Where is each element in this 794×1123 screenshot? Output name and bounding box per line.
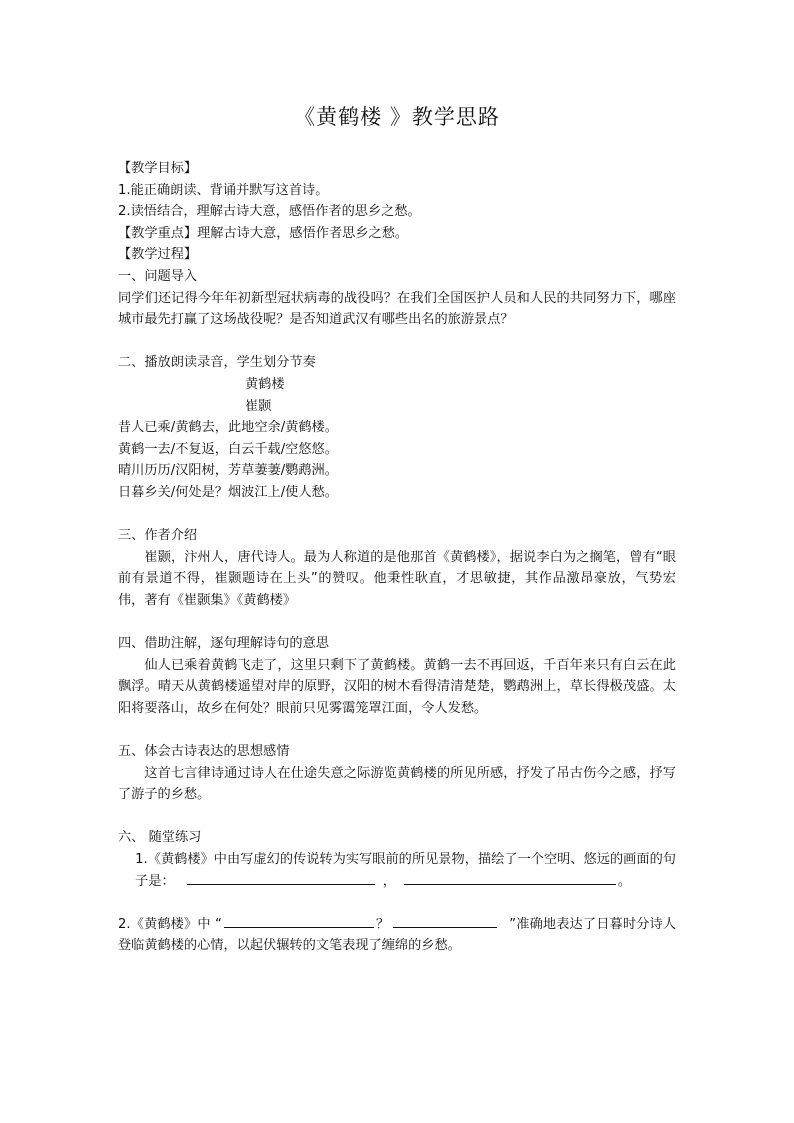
answer-blank-4[interactable] — [393, 926, 497, 928]
goal-1: 1.能正确朗读、背诵并默写这首诗。 — [118, 182, 329, 198]
exercise-1-text: 1.《黄鹤楼》中由写虚幻的传说转为实写眼前的所见景物，描绘了一个空明、悠远的画面的句子是： — [135, 852, 676, 889]
section-2-heading: 二、播放朗读录音，学生划分节奏 — [118, 355, 316, 371]
poem-title: 黄鹤楼 — [245, 376, 285, 392]
poem-author: 崔颢 — [245, 398, 272, 414]
page-title: 《黄鹤楼 》教学思路 — [294, 105, 500, 129]
key-point: 【教学重点】理解古诗大意，感悟作者思乡之愁。 — [118, 225, 409, 241]
poem-line-2: 黄鹤一去/不复返，白云千载/空悠悠。 — [118, 441, 338, 457]
poem-line-1: 昔人已乘/黄鹤去，此地空余/黄鹤楼。 — [118, 420, 338, 436]
process-header: 【教学过程】 — [118, 247, 198, 263]
exercise-1-separator: ， — [382, 873, 396, 889]
exercise-1-end: 。 — [617, 873, 632, 889]
answer-blank-3[interactable] — [224, 926, 374, 928]
section-4-text: 仙人已乘着黄鹤飞走了，这里只剩下了黄鹤楼。黄鹤一去不再回返，千百年来只有白云在此飘浮。晴天从黄鹤楼遥望对岸的原野，汉阳的树木看得清清楚楚，鹦鹉洲上，草长得极茂盛。太阳将要落山，故乡在何处？眼前只见雾霭笼罩江面，令人发愁。 — [118, 657, 676, 716]
section-5-heading: 五、体会古诗表达的思想感情 — [118, 744, 290, 760]
exercise-2-start: 2.《黄鹤楼》中 “ — [118, 916, 222, 932]
section-5-text: 这首七言律诗通过诗人在仕途失意之际游览黄鹤楼的所见所感，抒发了吊古伤今之感，抒写了游子的乡愁。 — [118, 765, 676, 803]
document-body — [118, 158, 676, 957]
section-6-heading: 六、 随堂练习 — [118, 830, 202, 846]
section-1-text: 同学们还记得今年年初新型冠状病毒的战役吗？在我们全国医护人员和人民的共同努力下，哪座城市最先打赢了这场战役呢？是否知道武汉有哪些出名的旅游景点？ — [118, 290, 676, 328]
answer-blank-1[interactable] — [187, 883, 375, 885]
section-3-heading: 三、作者介绍 — [118, 528, 198, 544]
section-4-heading: 四、借助注解，逐句理解诗句的意思 — [118, 636, 329, 652]
exercise-2-mid: ？ — [375, 916, 390, 932]
exercise-2 — [118, 914, 676, 957]
goals-header: 【教学目标】 — [118, 161, 198, 176]
answer-blank-2[interactable] — [404, 883, 616, 885]
exercise-1 — [118, 849, 676, 892]
section-3-text: 崔颢，汴州人，唐代诗人。最为人称道的是他那首《黄鹤楼》，据说李白为之搁笔，曾有“眼前有景道不得，崔颢题诗在上头”的赞叹。他秉性耿直，才思敏捷，其作品激昂豪放，气势宏伟，著有《崔颢集》《黄鹤楼》 — [118, 549, 676, 608]
section-1-heading: 一、问题导入 — [118, 268, 198, 284]
poem-line-4: 日暮乡关/何处是？烟波江上/使人愁。 — [118, 484, 338, 500]
exercise-2-end: ”准确地表达了日暮时分诗人登临黄鹤楼的心情，以起伏辗转的文笔表现了缠绵的乡愁。 — [118, 916, 677, 954]
poem-line-3: 晴川历历/汉阳树，芳草萋萋/鹦鹉洲。 — [118, 463, 338, 479]
goal-2: 2.读悟结合，理解古诗大意，感悟作者的思乡之愁。 — [118, 204, 421, 220]
